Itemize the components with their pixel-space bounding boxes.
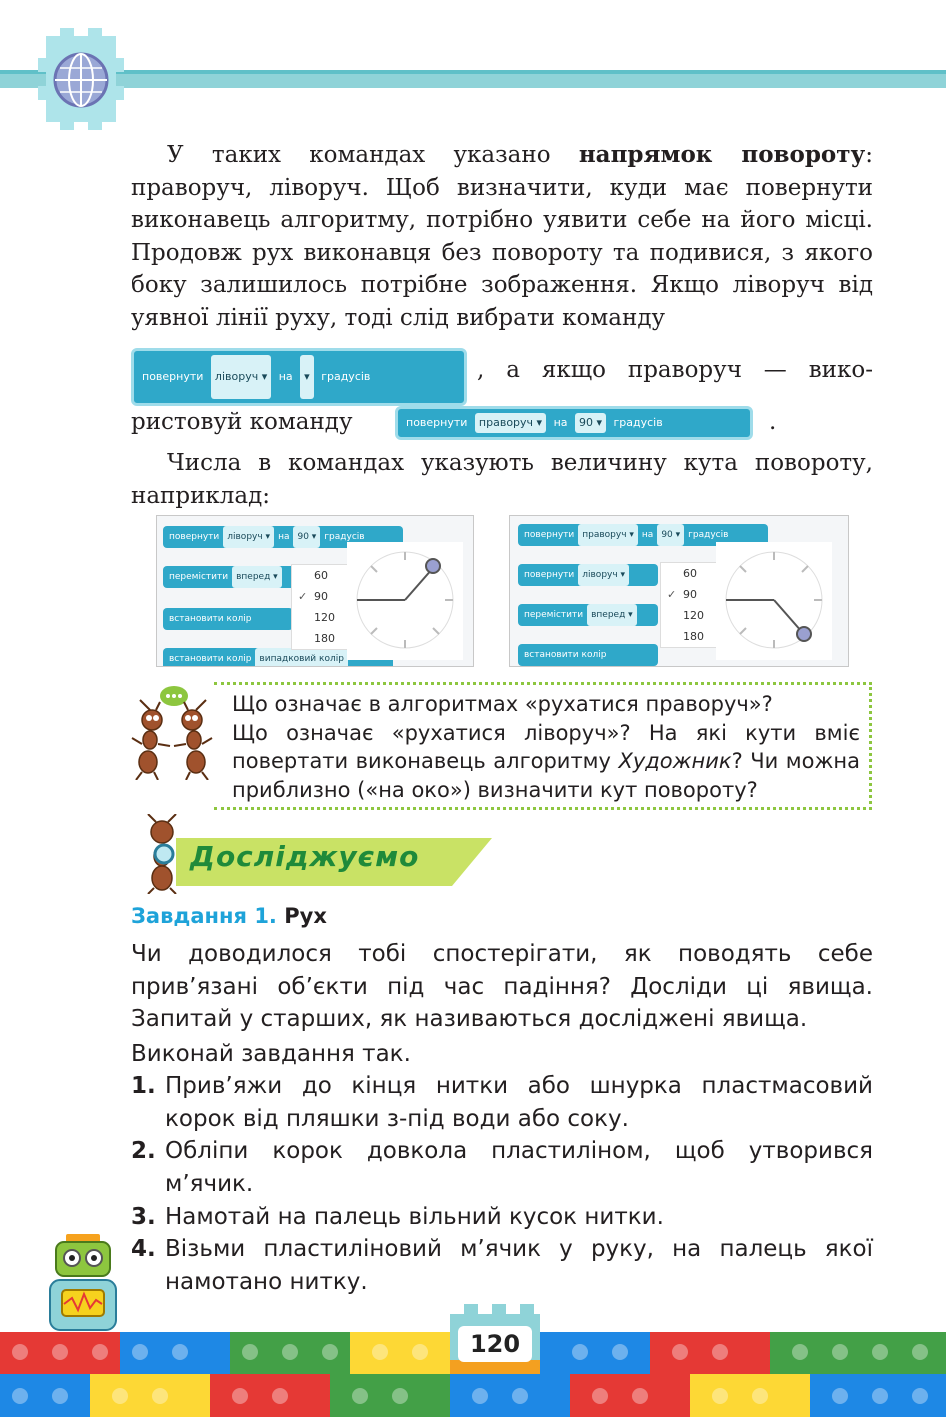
section-title: Досліджуємо: [190, 840, 420, 873]
task-label: Завдання 1.: [131, 904, 277, 928]
question-text: [232, 690, 860, 804]
menu-item: 180: [314, 632, 335, 645]
value-dropdown: 90 ▾: [575, 413, 606, 433]
direction-dropdown: праворуч ▾: [475, 413, 546, 433]
menu-item: 120: [314, 611, 335, 624]
task-title: Рух: [284, 904, 327, 928]
turn-left-block: [131, 348, 467, 406]
ant-magnifier-icon: [134, 814, 194, 894]
ants-talking-icon: [130, 684, 214, 780]
shot-block-color-random: встановити колір випадковий колір: [163, 648, 393, 667]
angle-dial-icon: [347, 542, 463, 660]
question-line2: Що означає «рухатися ліворуч»? На які кути вміє повертати виконавець алгоритму Художник? Чи можна приблизно («на око») визначити кут повороту?: [232, 720, 860, 802]
block-on: на: [278, 370, 293, 383]
list-item: 3. Намотай на палець вільний кусок нитки.: [131, 1204, 664, 1230]
command-line-right: [131, 400, 873, 444]
value-dropdown: ▾: [300, 355, 314, 399]
line3-lead: ристовуй команду: [131, 409, 353, 435]
block-word: повернути: [406, 416, 468, 429]
direction-dropdown: ліворуч ▾: [211, 355, 271, 399]
question-line1: Що означає в алгоритмах «рухатися праворуч»?: [232, 692, 773, 716]
angle-menu: [660, 562, 718, 648]
shot-block-move: перемістити вперед ▾: [163, 566, 303, 588]
numbers-paragraph: Числа в командах указують величину кута повороту, наприклад:: [131, 450, 873, 509]
block-unit: градусів: [613, 416, 663, 429]
menu-item: 60: [683, 567, 697, 580]
menu-item-selected: ✓ 90: [661, 584, 717, 605]
globe-icon: [38, 28, 124, 134]
list-item: 2. Обліпи корок довкола пластиліном, щоб утворився м’ячик.: [131, 1138, 873, 1197]
angle-menu: [291, 564, 349, 650]
line3-end: .: [769, 409, 777, 435]
block-word: повернути: [142, 370, 204, 383]
screenshot-left: [156, 515, 474, 667]
list-item: 4. Візьми пластиліновий м’ячик у руку, на палець якої намотано нитку.: [131, 1236, 873, 1295]
question-italic: Художник: [618, 749, 732, 773]
screenshot-right: [509, 515, 849, 667]
angle-dial-icon: [716, 542, 832, 660]
line2-text: , а якщо праворуч — вико-: [477, 357, 873, 383]
intro-lead: У таких командах указано: [167, 142, 579, 168]
shot-block-move: перемістити вперед ▾: [518, 604, 658, 626]
command-line-left: [131, 348, 873, 392]
intro-paragraph: [131, 139, 873, 334]
intro-bold: напрямок повороту: [578, 141, 866, 168]
shot-block-turn-left: повернути ліворуч ▾: [518, 564, 658, 586]
intro-rest: : праворуч, ліворуч. Щоб визначити, куди має повернути виконавець алгоритму, потрібно уявити себе на його місці. Продовж рух виконавця без повороту та подивися, з якого боку залишилось потрібне зображення. Якщо ліворуч від уявної лінії руху, тоді слід вибрати команду: [131, 142, 874, 331]
block-unit: градусів: [321, 370, 371, 383]
page-number: 120: [458, 1326, 532, 1362]
shot-block-turn: повернути праворуч ▾ на 90 ▾ градусів: [518, 524, 768, 546]
turn-right-block: [395, 406, 753, 440]
shot-block-color: встановити колір: [163, 608, 293, 630]
menu-item: 60: [314, 569, 328, 582]
task-intro: Виконай завдання так.: [131, 1041, 411, 1067]
header-band-line: [0, 70, 946, 74]
task-heading: [131, 900, 327, 932]
shot-block-color: встановити колір: [518, 644, 658, 666]
menu-item: 120: [683, 609, 704, 622]
menu-item-selected: ✓ 90: [292, 586, 348, 607]
list-item: 1. Прив’яжи до кінця нитки або шнурка пластмасовий корок від пляшки з-під води або соку.: [131, 1073, 873, 1132]
menu-item: 180: [683, 630, 704, 643]
robot-icon: [38, 1230, 128, 1340]
task-paragraph: Чи доводилося тобі спостерігати, як поводять себе прив’язані об’єкти під час падіння? Досліди ці явища. Запитай у старших, як називаються досліджені явища.: [131, 941, 873, 1032]
shot-block-turn: повернути ліворуч ▾ на 90 ▾ градусів: [163, 526, 403, 548]
block-on: на: [553, 416, 568, 429]
